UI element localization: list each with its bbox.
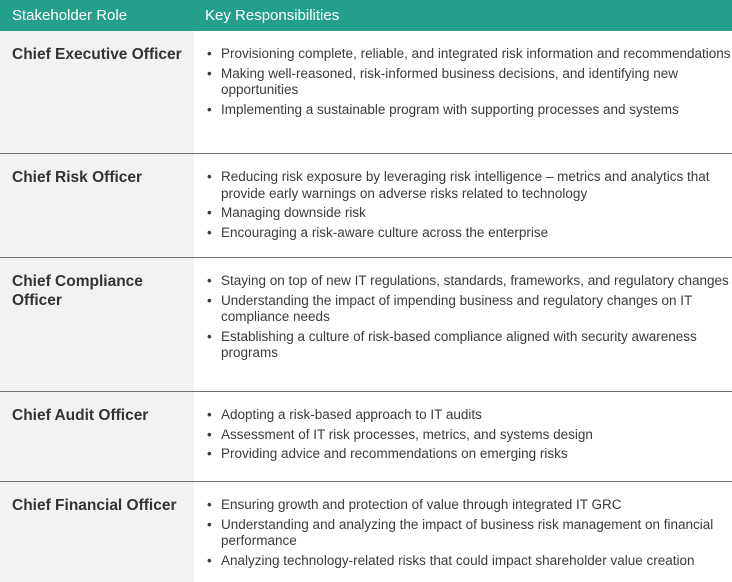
bullet-icon: •	[207, 446, 212, 461]
list-item-text: Understanding the impact of impending business and regulatory changes on IT compliance needs	[221, 292, 693, 324]
bullet-icon: •	[207, 516, 212, 532]
role-cell: Chief Risk Officer	[0, 154, 194, 257]
table-row	[0, 392, 732, 482]
bullet-icon: •	[207, 65, 212, 81]
table-row	[0, 258, 732, 392]
bullet-icon: •	[207, 552, 212, 568]
list-item	[205, 102, 732, 119]
responsibilities-cell	[194, 482, 732, 582]
role-cell: Chief Executive Officer	[0, 31, 194, 153]
list-item-text: Managing downside risk	[221, 205, 366, 220]
list-item	[205, 553, 732, 570]
responsibilities-cell	[194, 154, 732, 257]
responsibilities-cell	[194, 258, 732, 391]
role-cell: Chief Audit Officer	[0, 392, 194, 481]
bullet-icon: •	[207, 426, 212, 442]
list-item	[205, 446, 732, 463]
bullet-icon: •	[207, 407, 212, 422]
list-item-text: Analyzing technology-related risks that could impact shareholder value creation	[221, 552, 695, 568]
responsibilities-cell	[194, 392, 732, 481]
list-item-text: Adopting a risk-based approach to IT audits	[221, 407, 482, 422]
bullet-icon: •	[207, 497, 212, 512]
list-item-text: Encouraging a risk-aware culture across the enterprise	[221, 224, 549, 240]
list-item-text: Ensuring growth and protection of value through integrated IT GRC	[221, 497, 622, 512]
list-item-text: Assessment of IT risk processes, metrics, and systems design	[221, 426, 593, 442]
list-item-text: Making well-reasoned, risk-informed business decisions, and identifying new opportunities	[221, 65, 678, 97]
header-key-responsibilities: Key Responsibilities	[205, 7, 340, 24]
list-item-text: Establishing a culture of risk-based compliance aligned with security awareness programs	[221, 328, 697, 360]
list-item	[205, 273, 732, 290]
list-item	[205, 169, 732, 202]
list-item	[205, 205, 732, 222]
header-stakeholder-role: Stakeholder Role	[12, 7, 128, 24]
role-cell: Chief Financial Officer	[0, 482, 194, 582]
list-item	[205, 427, 732, 444]
list-item	[205, 407, 732, 424]
bullet-icon: •	[207, 101, 212, 117]
table-row	[0, 31, 732, 154]
list-item	[205, 497, 732, 514]
bullet-icon: •	[207, 46, 212, 61]
list-item	[205, 46, 732, 63]
list-item	[205, 517, 732, 550]
bullet-icon: •	[207, 273, 212, 288]
bullet-icon: •	[207, 205, 212, 220]
list-item-text: Provisioning complete, reliable, and integrated risk information and recommendations	[221, 46, 731, 61]
bullet-icon: •	[207, 292, 212, 308]
list-item-text: Staying on top of new IT regulations, standards, frameworks, and regulatory changes	[221, 273, 729, 288]
responsibilities-cell	[194, 31, 732, 153]
table-row	[0, 482, 732, 582]
list-item-text: Reducing risk exposure by leveraging risk intelligence – metrics and analytics that provide early warnings on adverse risks related to technology	[221, 169, 710, 201]
list-item	[205, 293, 732, 326]
list-item	[205, 329, 732, 362]
list-item	[205, 225, 732, 242]
bullet-icon: •	[207, 169, 212, 184]
bullet-icon: •	[207, 328, 212, 344]
list-item-text: Implementing a sustainable program with supporting processes and systems	[221, 101, 679, 117]
role-cell: Chief Compliance Officer	[0, 258, 194, 391]
list-item-text: Understanding and analyzing the impact of business risk management on financial performance	[221, 516, 714, 548]
table-header	[0, 0, 732, 31]
table-row	[0, 154, 732, 258]
list-item	[205, 66, 732, 99]
bullet-icon: •	[207, 224, 212, 240]
list-item-text: Providing advice and recommendations on emerging risks	[221, 446, 568, 461]
